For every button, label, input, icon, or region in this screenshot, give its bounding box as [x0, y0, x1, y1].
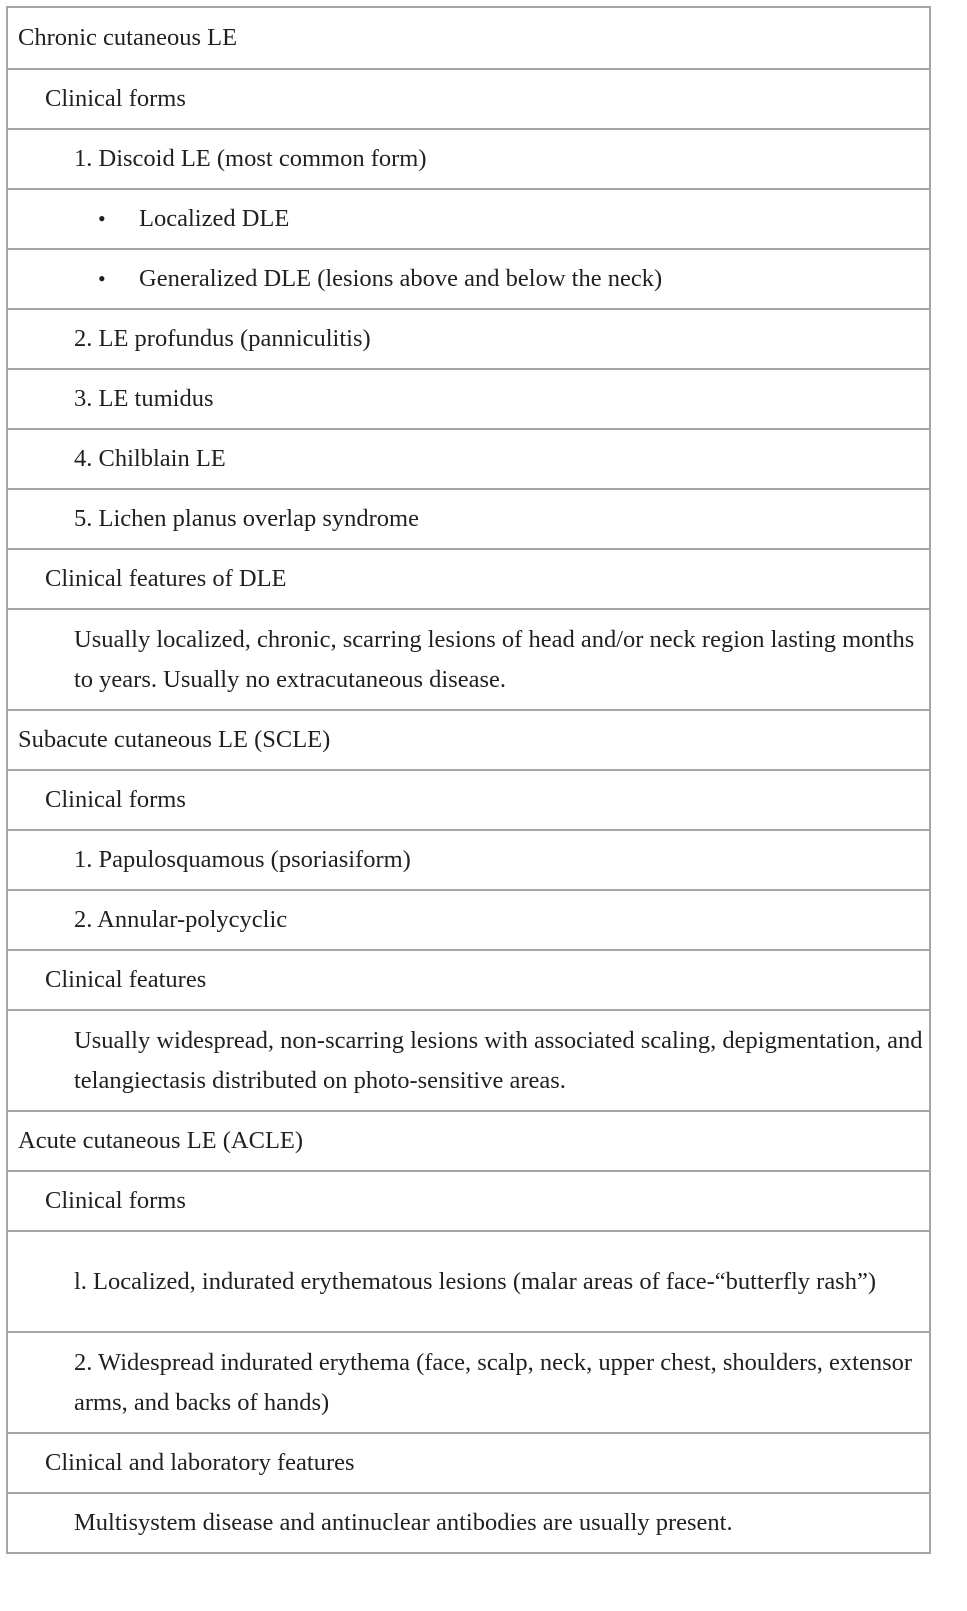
row-text: Acute cutaneous LE (ACLE) [18, 1127, 304, 1154]
table-row [8, 8, 929, 68]
row-text: Usually widespread, non-scarring lesions with associated scaling, depigmentation, and telangiectasis distributed on photo-sensitive areas. [74, 1026, 923, 1094]
table-row [8, 608, 929, 709]
row-text: 3. LE tumidus [74, 385, 214, 412]
row-text: 2. LE profundus (panniculitis) [74, 325, 371, 352]
row-text: 5. Lichen planus overlap syndrome [74, 505, 419, 532]
row-text: Multisystem disease and antinuclear antibodies are usually present. [74, 1509, 733, 1536]
row-text: 1. Discoid LE (most common form) [74, 145, 427, 172]
table-row [8, 428, 929, 488]
table-row [8, 1170, 929, 1230]
table-row [8, 368, 929, 428]
classification-table [6, 6, 931, 1554]
row-text: Usually localized, chronic, scarring lesions of head and/or neck region lasting months to years. Usually no extracutaneous disease. [74, 625, 915, 693]
table-row [8, 248, 929, 308]
table-row [8, 1230, 929, 1331]
row-text: Clinical forms [45, 85, 186, 112]
row-text: 2. Annular-polycyclic [74, 906, 288, 933]
row-text: Generalized DLE (lesions above and below the neck) [139, 265, 663, 292]
row-text: 2. Widespread indurated erythema (face, scalp, neck, upper chest, shoulders, extensor arms, and backs of hands) [74, 1348, 913, 1416]
row-text: Subacute cutaneous LE (SCLE) [18, 726, 331, 753]
table-row [8, 889, 929, 949]
table-row [8, 1110, 929, 1170]
row-text: Clinical forms [45, 1187, 186, 1214]
row-text: Localized DLE [139, 205, 290, 232]
table-row [8, 488, 929, 548]
row-text: Clinical and laboratory features [45, 1449, 355, 1476]
table-row [8, 548, 929, 608]
row-text: Clinical features [45, 966, 207, 993]
table-row [8, 1492, 929, 1552]
table-row [8, 769, 929, 829]
table-row [8, 128, 929, 188]
table-row [8, 1432, 929, 1492]
bullet-icon: • [98, 206, 106, 231]
table-row [8, 1331, 929, 1432]
table-row [8, 308, 929, 368]
table-row [8, 829, 929, 889]
row-text: 4. Chilblain LE [74, 445, 226, 472]
table-row [8, 709, 929, 769]
bullet-icon: • [98, 266, 106, 291]
table-row [8, 188, 929, 248]
table-row [8, 949, 929, 1009]
row-text: l. Localized, indurated erythematous lesions (malar areas of face-“butterfly rash”) [74, 1267, 877, 1295]
table-row [8, 1009, 929, 1110]
row-text: 1. Papulosquamous (psoriasiform) [74, 846, 411, 873]
table-row [8, 68, 929, 128]
row-text: Clinical forms [45, 786, 186, 813]
row-text: Chronic cutaneous LE [18, 24, 238, 51]
row-text: Clinical features of DLE [45, 565, 287, 592]
